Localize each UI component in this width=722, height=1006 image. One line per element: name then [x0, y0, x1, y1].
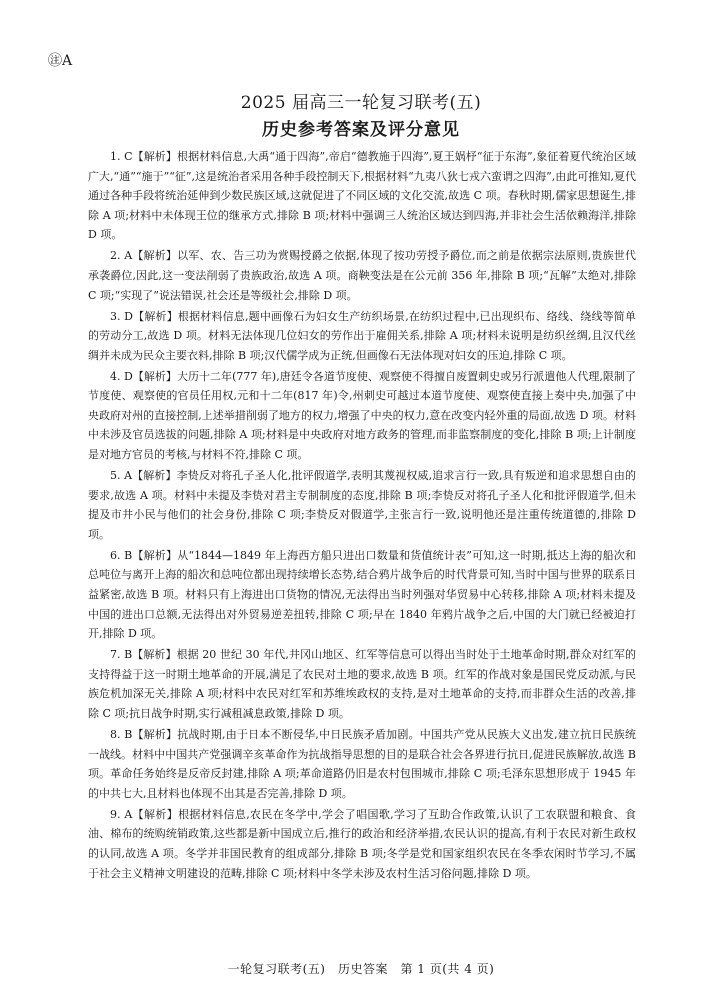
- paper-version-mark: ㊟A: [48, 53, 73, 69]
- page-footer: 一轮复习联考(五) 历史答案 第 1 页(共 4 页): [227, 962, 495, 976]
- answer-item-3: 3. D【解析】根据材料信息,题中画像石为妇女生产纺织场景,在纺织过程中,已出现织布、络线、绕线等简单的劳动分工,故选 D 项。材料无法体现几位妇女的劳作出于雇佣关系,排除 A 项;材料未说明是纺织丝绸,且汉代丝绸并未成为民众主要衣料,排除 B 项;汉代儒学成为正统,但画像石无法体现对妇女的压迫,排除 C 项。: [88, 309, 636, 362]
- exam-title: 2025 届高三一轮复习联考(五): [240, 93, 482, 113]
- answer-item-1: 1. C【解析】根据材料信息,大禹“通于四海”,帝启“德教施于四海”,夏王娲杼“征于东海”,象征着夏代统治区域广大,“通”“施于”“征”,这是统治者采用各种手段控制天下,根据材料“九夷八狄七戎六蛮谓之四海”,由此可推知,夏代通过各种手段将统治延伸到少数民族区域,这就促进了不同区域的文化交流,故选 C 项。春秋时期,儒家思想诞生,排除 A 项;材料中未体现王位的继承方式,排除 B 项;材料中强调三人统治区域达到四海,并非社会生活依赖海洋,排除 D 项。: [88, 150, 636, 242]
- answer-item-2: 2. A【解析】以军、农、告三功为赏赐授爵之依据,体现了按功劳授予爵位,而之前是依据宗法原则,贵族世代承袭爵位,因此,这一变法削弱了贵族政治,故选 A 项。商鞅变法是在公元前 356 年,排除 B 项;“瓦解”太绝对,排除 C 项;“实现了”说法错误,社会还是等级社会,排除 D 项。: [88, 249, 636, 302]
- answer-item-7: 7. B【解析】根据 20 世纪 30 年代,井冈山地区、红军等信息可以得出当时处于土地革命时期,群众对红军的支持得益于这一时期土地革命的开展,满足了农民对土地的要求,故选 B 项。红军的作战对象是国民党反动派,与民族危机加深无关,排除 A 项;材料中农民对红军和苏维埃政权的支持,是对土地革命的支持,而非群众生活的改善,排除 C 项;抗日战争时期,实行减租减息政策,排除 D 项。: [88, 648, 636, 720]
- answer-item-4: 4. D【解析】大历十二年(777 年),唐廷令各道节度使、观察使不得擅自废置刺史或另行派遣他人代理,限制了节度使、观察使的官员任用权,元和十二年(817 年)令,州刺史可越过本道节度使、观察使直接上奏中央,加强了中央政府对州的直接控制,上述举措削弱了地方的权力,增强了中央的权力,意在改变内轻外重的局面,故选 D 项。材料中未涉及官员选拔的问题,排除 A 项;材料是中央政府对地方政务的管理,而非监察制度的变化,排除 B 项;上计制度是对地方官员的考核,与材料不符,排除 C 项。: [88, 369, 636, 462]
- answer-item-5: 5. A【解析】李贽反对将孔子圣人化,批评假道学,表明其蔑视权威,追求言行一致,具有叛逆和追求思想自由的要求,故选 A 项。材料中未提及李贽对君主专制制度的态度,排除 B 项;李贽反对将孔子圣人化和批评假道学,但未提及市井小民与他们的社会身份,排除 C 项;李贽反对假道学,主张言行一致,说明他还是注重传统道德的,排除 D 项。: [88, 469, 636, 541]
- answer-list: [88, 147, 636, 884]
- document-subtitle: 历史参考答案及评分意见: [262, 120, 460, 140]
- answer-item-6: 6. B【解析】从“1844—1849 年上海西方船只进出口数量和货值统计表”可知,这一时期,抵达上海的船次和总吨位与离开上海的船次和总吨位都出现持续增长态势,结合鸦片战争后的时代背景可知,当时中国与世界的联系日益紧密,故选 B 项。材料只有上海进出口货物的情况,无法得出当时列强对华贸易中心转移,排除 A 项;材料未提及中国的进出口总额,无法得出对外贸易逆差扭转,排除 C 项;早在 1840 年鸦片战争之后,中国的大门就已经被迫打开,排除 D 项。: [88, 548, 636, 641]
- answer-item-9: 9. A【解析】根据材料信息,农民在冬学中,学会了唱国歌,学习了互助合作政策,认识了工农联盟和粮食、食油、棉布的统购统销政策,这些都是新中国成立后,推行的政治和经济举措,农民认识的提高,有利于农民对新生政权的认同,故选 A 项。冬学并非国民教育的组成部分,排除 B 项;冬学是党和国家组织农民在冬季农闲时节学习,不属于社会主义精神文明建设的范畴,排除 C 项;材料中冬学未涉及农村生活习俗问题,排除 D 项。: [88, 807, 636, 880]
- answer-item-8: 8. B【解析】抗战时期,由于日本不断侵华,中日民族矛盾加剧。中国共产党从民族大义出发,建立抗日民族统一战线。材料中中国共产党强调辛亥革命作为抗战指导思想的目的是联合社会各界进行抗日,促进民族解放,故选 B 项。革命任务始终是反帝反封建,排除 A 项;革命道路仍旧是农村包围城市,排除 C 项;毛泽东思想形成于 1945 年的中共七大,且材料也体现不出其是否完善,排除 D 项。: [88, 727, 636, 800]
